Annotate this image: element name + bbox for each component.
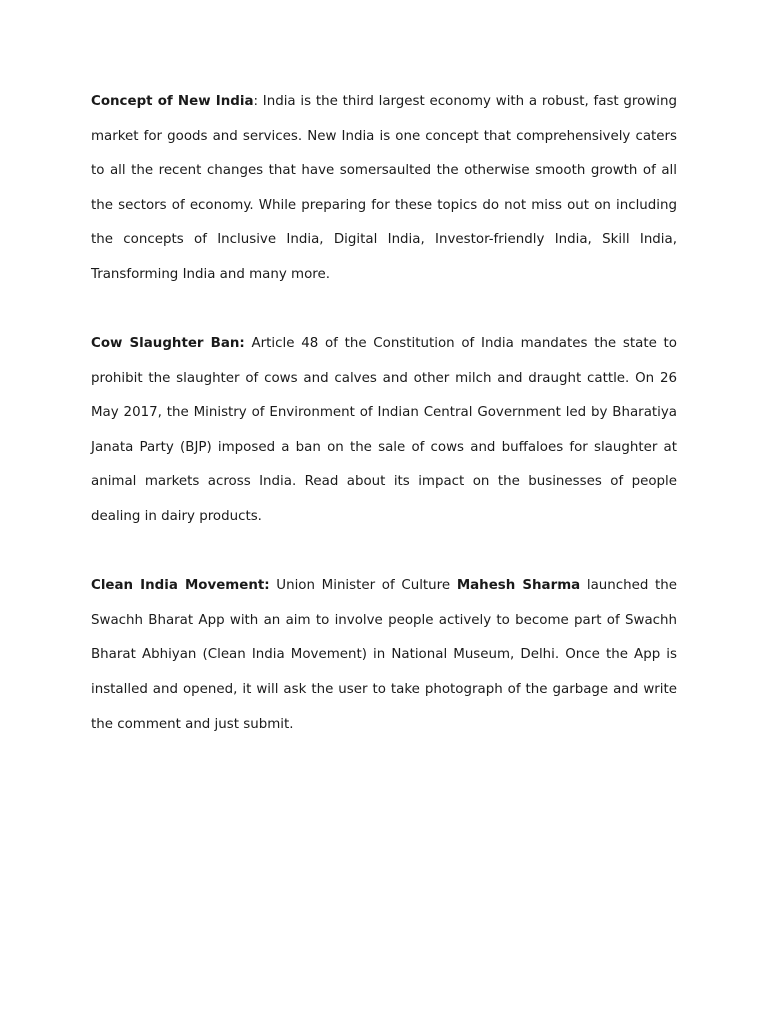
paragraph-body-clean-india-post: launched the Swachh Bharat App with an aim to involve people actively to become part of Swachh Bharat Abhiyan (Clean India Movement) in National Museum, Delhi. Once the App is installed and opened, it will ask the user to take photograph of the garbage and write the comment and just submit. <box>91 578 678 732</box>
document-page <box>91 85 677 777</box>
heading-cow-slaughter-ban: Cow Slaughter Ban: <box>91 336 245 352</box>
heading-separator: : <box>253 94 259 109</box>
paragraph-body-new-india: India is the third largest economy with a robust, fast growing market for goods and services. New India is one concept that comprehensively caters to all the recent changes that have somersaulted the otherwise smooth growth of all the sectors of economy. While preparing for these topics do not miss out on including the concepts of Inclusive India, Digital India, Investor-friendly India, Skill India, Transforming India and many more. <box>91 94 677 282</box>
paragraph-cow-slaughter-ban <box>91 327 677 535</box>
heading-new-india: Concept of New India <box>91 94 254 109</box>
heading-clean-india: Clean India Movement: <box>91 578 270 594</box>
paragraph-body-clean-india-pre: Union Minister of Culture <box>269 578 457 594</box>
person-name: Mahesh Sharma <box>456 578 581 594</box>
paragraph-clean-india <box>91 569 677 742</box>
paragraph-new-india <box>91 85 677 293</box>
paragraph-body-cow-slaughter-ban: Article 48 of the Constitution of India mandates the state to prohibit the slaughter of cows and calves and other milch and draught cattle. On 26 May 2017, the Ministry of Environment of Indian Central Government led by Bharatiya Janata Party (BJP) imposed a ban on the sale of cows and buffaloes for slaughter at animal markets across India. Read about its impact on the businesses of people dealing in dairy products. <box>91 336 677 525</box>
